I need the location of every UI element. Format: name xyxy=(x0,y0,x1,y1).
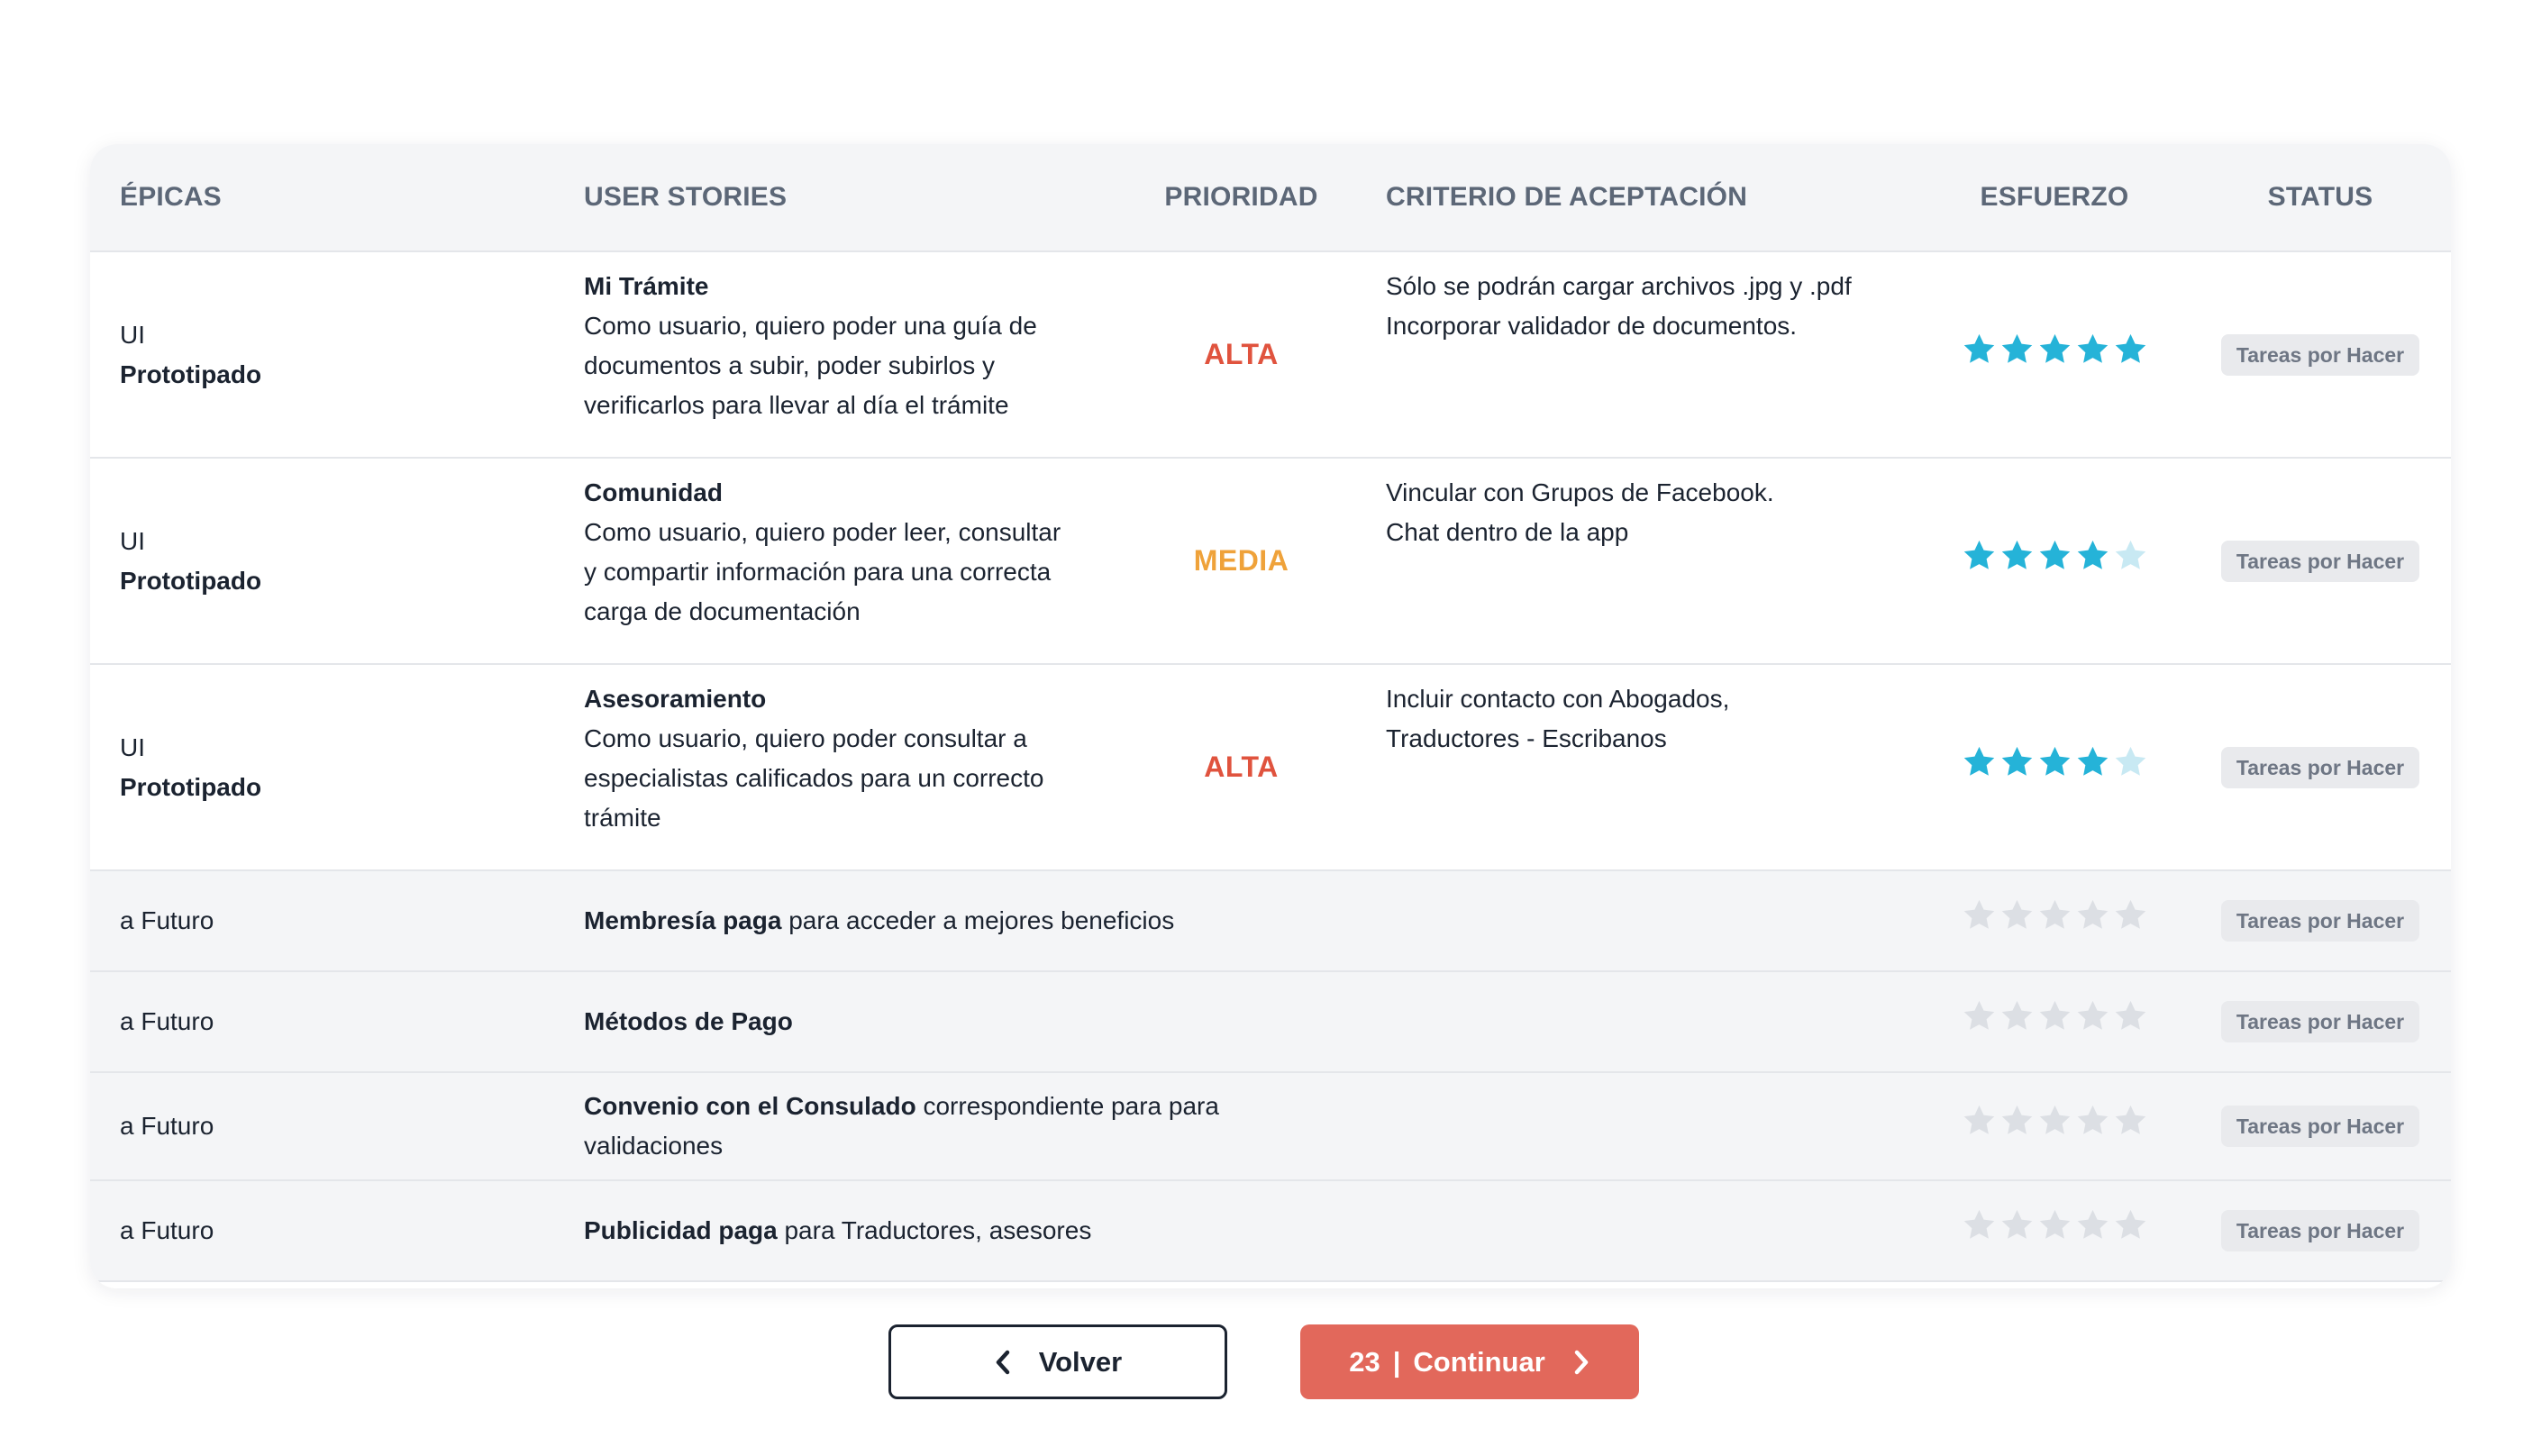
story-line: documentos a subir, poder subirlos y xyxy=(584,351,996,379)
effort-cell xyxy=(1919,251,2190,458)
criteria-line: Incluir contacto con Abogados, xyxy=(1386,685,1730,713)
epic-line: UI xyxy=(120,526,145,555)
star-empty-icon xyxy=(1962,998,1997,1033)
table-row xyxy=(90,458,2451,664)
effort-rating xyxy=(1962,744,2148,779)
epic-cell: a Futuro xyxy=(90,971,554,1072)
story-title: Mi Trámite xyxy=(584,272,709,300)
header-prioridad: PRIORIDAD xyxy=(1126,144,1356,251)
header-epicas: ÉPICAS xyxy=(90,144,554,251)
star-filled-icon xyxy=(1962,332,1997,367)
criteria-line: Vincular con Grupos de Facebook. xyxy=(1386,478,1774,506)
table-row xyxy=(90,1072,2451,1180)
header-esfuerzo: ESFUERZO xyxy=(1919,144,2190,251)
status-cell xyxy=(2190,1180,2451,1281)
star-empty-icon xyxy=(1962,1207,1997,1242)
star-empty-icon xyxy=(2037,998,2072,1033)
criteria-cell xyxy=(1356,664,1919,870)
star-empty-icon xyxy=(2037,1103,2072,1138)
story-line: y compartir información para una correcta xyxy=(584,558,1052,586)
criteria-cell xyxy=(1356,1072,1919,1180)
status-badge[interactable]: Tareas por Hacer xyxy=(2221,334,2419,376)
separator: | xyxy=(1392,1345,1401,1378)
header-criterio: CRITERIO DE ACEPTACIÓN xyxy=(1356,144,1919,251)
epic-cell: a Futuro xyxy=(90,870,554,971)
story-text: para Traductores, asesores xyxy=(777,1216,1092,1244)
page-number: 23 xyxy=(1349,1345,1380,1378)
table-row xyxy=(90,971,2451,1072)
star-filled-icon xyxy=(1962,538,1997,573)
effort-cell xyxy=(1919,1180,2190,1281)
table-header-row xyxy=(90,144,2451,251)
star-empty-icon xyxy=(2113,998,2148,1033)
star-filled-icon xyxy=(1962,744,1997,779)
star-empty-icon xyxy=(1999,897,2035,933)
effort-rating xyxy=(1962,1103,2148,1138)
star-filled-icon xyxy=(2075,332,2110,367)
epic-line: UI xyxy=(120,320,145,349)
user-stories-table-card xyxy=(90,144,2451,1288)
criteria-line: Chat dentro de la app xyxy=(1386,518,1629,546)
effort-rating xyxy=(1962,538,2148,573)
story-line: Como usuario, quiero poder consultar a xyxy=(584,724,1027,752)
effort-cell xyxy=(1919,664,2190,870)
star-empty-icon xyxy=(2113,744,2148,779)
effort-cell xyxy=(1919,971,2190,1072)
criteria-line: Traductores - Escribanos xyxy=(1386,724,1667,752)
status-cell xyxy=(2190,458,2451,664)
story-line: trámite xyxy=(584,804,661,832)
story-title: Membresía paga xyxy=(584,906,782,934)
spacer-cell xyxy=(90,1281,2451,1288)
effort-cell xyxy=(1919,458,2190,664)
status-cell xyxy=(2190,251,2451,458)
effort-cell xyxy=(1919,870,2190,971)
story-cell xyxy=(554,251,1126,458)
epic-cell xyxy=(90,664,554,870)
header-user-stories: USER STORIES xyxy=(554,144,1126,251)
star-filled-icon xyxy=(2037,744,2072,779)
back-button[interactable] xyxy=(888,1324,1227,1399)
star-empty-icon xyxy=(1962,897,1997,933)
story-title: Asesoramiento xyxy=(584,685,767,713)
priority-cell xyxy=(1126,458,1356,664)
header-status: STATUS xyxy=(2190,144,2451,251)
criteria-line: Sólo se podrán cargar archivos .jpg y .pdf xyxy=(1386,272,1852,300)
status-badge[interactable]: Tareas por Hacer xyxy=(2221,1210,2419,1251)
star-empty-icon xyxy=(2037,897,2072,933)
epic-line: Prototipado xyxy=(120,566,262,595)
table-row xyxy=(90,251,2451,458)
status-badge[interactable]: Tareas por Hacer xyxy=(2221,541,2419,582)
table-row xyxy=(90,870,2451,971)
story-line: especialistas calificados para un correcto xyxy=(584,764,1044,792)
epic-cell xyxy=(90,458,554,664)
priority-label: ALTA xyxy=(1204,337,1279,370)
story-cell xyxy=(554,971,1919,1072)
criteria-cell xyxy=(1356,458,1919,664)
star-filled-icon xyxy=(2037,332,2072,367)
effort-rating xyxy=(1962,332,2148,367)
back-button-label: Volver xyxy=(1038,1345,1123,1378)
table-footer-spacer xyxy=(90,1281,2451,1288)
epic-line: Prototipado xyxy=(120,359,262,388)
story-line: carga de documentación xyxy=(584,597,861,625)
continue-button-label: Continuar xyxy=(1413,1345,1545,1378)
epic-cell xyxy=(90,251,554,458)
priority-label: ALTA xyxy=(1204,750,1279,783)
status-cell xyxy=(2190,1072,2451,1180)
star-empty-icon xyxy=(2075,1207,2110,1242)
story-cell xyxy=(554,870,1919,971)
story-cell xyxy=(554,664,1126,870)
effort-rating xyxy=(1962,1207,2148,1242)
star-empty-icon xyxy=(2113,538,2148,573)
story-text: para acceder a mejores beneficios xyxy=(781,906,1175,934)
star-empty-icon xyxy=(2113,1207,2148,1242)
star-empty-icon xyxy=(1999,1103,2035,1138)
story-line: Como usuario, quiero poder una guía de xyxy=(584,312,1037,340)
story-cell xyxy=(554,1072,1356,1180)
story-line: verificarlos para llevar al día el trámite xyxy=(584,391,1009,419)
star-empty-icon xyxy=(1999,998,2035,1033)
star-filled-icon xyxy=(1999,744,2035,779)
star-empty-icon xyxy=(1999,1207,2035,1242)
epic-cell: a Futuro xyxy=(90,1180,554,1281)
star-empty-icon xyxy=(2075,998,2110,1033)
star-filled-icon xyxy=(2075,538,2110,573)
effort-cell xyxy=(1919,1072,2190,1180)
star-empty-icon xyxy=(2075,897,2110,933)
star-filled-icon xyxy=(1999,332,2035,367)
story-line: Como usuario, quiero poder leer, consultar xyxy=(584,518,1061,546)
status-badge[interactable]: Tareas por Hacer xyxy=(2221,1001,2419,1042)
story-text: correspondiente para para validaciones xyxy=(584,1092,1219,1160)
status-badge[interactable]: Tareas por Hacer xyxy=(2221,1106,2419,1147)
star-empty-icon xyxy=(1962,1103,1997,1138)
criteria-line: Incorporar validador de documentos. xyxy=(1386,312,1798,340)
chevron-right-icon xyxy=(1572,1349,1590,1376)
epic-line: Prototipado xyxy=(120,772,262,801)
priority-cell xyxy=(1126,251,1356,458)
story-cell xyxy=(554,1180,1919,1281)
effort-rating xyxy=(1962,897,2148,933)
epic-cell: a Futuro xyxy=(90,1072,554,1180)
star-filled-icon xyxy=(2037,538,2072,573)
star-empty-icon xyxy=(2075,1103,2110,1138)
star-empty-icon xyxy=(2113,897,2148,933)
status-badge[interactable]: Tareas por Hacer xyxy=(2221,747,2419,788)
priority-label: MEDIA xyxy=(1193,543,1289,577)
epic-line: UI xyxy=(120,733,145,761)
continue-button[interactable] xyxy=(1300,1324,1639,1399)
chevron-left-icon xyxy=(994,1349,1012,1376)
status-cell xyxy=(2190,664,2451,870)
star-filled-icon xyxy=(1999,538,2035,573)
status-cell xyxy=(2190,971,2451,1072)
story-cell xyxy=(554,458,1126,664)
story-title: Publicidad paga xyxy=(584,1216,778,1244)
user-stories-table xyxy=(90,144,2451,1288)
story-title: Convenio con el Consulado xyxy=(584,1092,916,1120)
priority-cell xyxy=(1126,664,1356,870)
table-row xyxy=(90,664,2451,870)
star-filled-icon xyxy=(2113,332,2148,367)
star-empty-icon xyxy=(2113,1103,2148,1138)
status-badge[interactable]: Tareas por Hacer xyxy=(2221,900,2419,942)
star-empty-icon xyxy=(2037,1207,2072,1242)
story-title: Métodos de Pago xyxy=(584,1007,793,1035)
star-filled-icon xyxy=(2075,744,2110,779)
story-title: Comunidad xyxy=(584,478,723,506)
status-cell xyxy=(2190,870,2451,971)
effort-rating xyxy=(1962,998,2148,1033)
table-row xyxy=(90,1180,2451,1281)
criteria-cell xyxy=(1356,251,1919,458)
